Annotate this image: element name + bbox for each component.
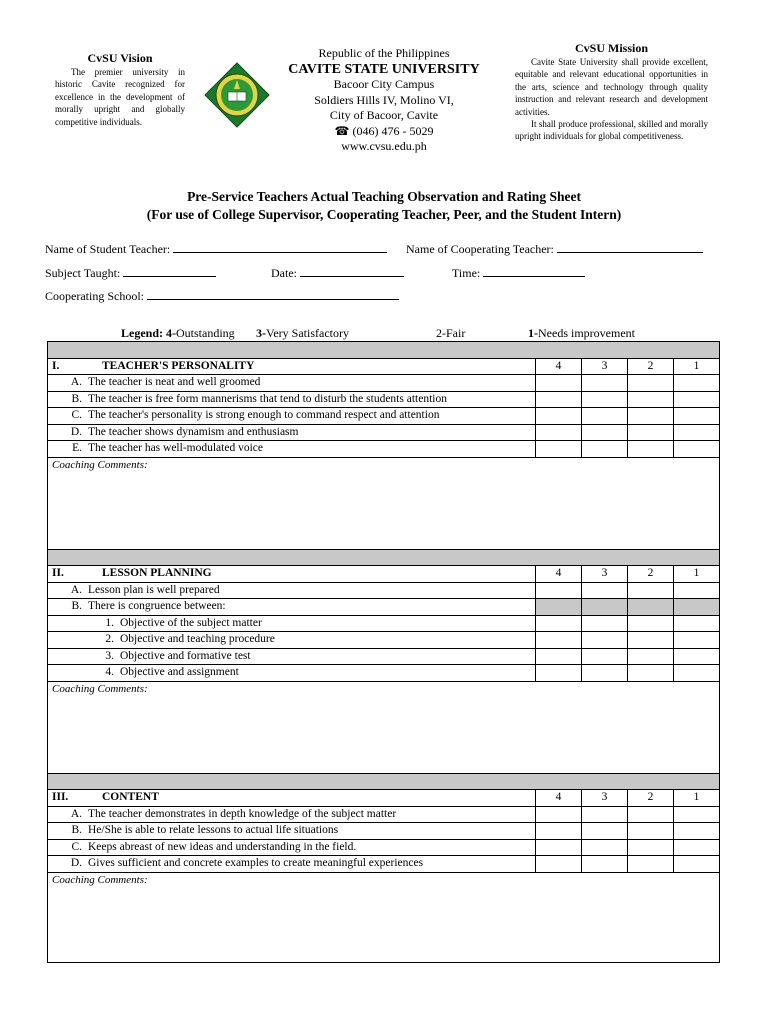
date-label: Date: bbox=[271, 266, 297, 280]
score-header-4: 4 bbox=[536, 566, 582, 583]
score-cell[interactable] bbox=[674, 391, 720, 408]
item-text: There is congruence between: bbox=[88, 600, 226, 612]
score-cell[interactable] bbox=[582, 665, 628, 682]
time-label: Time: bbox=[452, 266, 481, 280]
score-cell[interactable] bbox=[536, 839, 582, 856]
score-cell[interactable] bbox=[536, 375, 582, 392]
table-row bbox=[48, 632, 720, 649]
legend-3-block bbox=[256, 326, 349, 341]
cooperating-teacher-label: Name of Cooperating Teacher: bbox=[406, 242, 554, 256]
item-number: 4. bbox=[105, 666, 114, 678]
section-separator bbox=[48, 342, 720, 359]
table-row bbox=[48, 615, 720, 632]
item-number: 1. bbox=[105, 616, 114, 629]
legend bbox=[121, 326, 235, 341]
score-header-3: 3 bbox=[582, 358, 628, 375]
score-cell[interactable] bbox=[536, 441, 582, 458]
legend-label: Legend: bbox=[121, 326, 163, 340]
section-separator bbox=[48, 773, 720, 790]
university-header bbox=[274, 46, 494, 155]
vision-text: The premier university in historic Cavite recognized for excellence in the development of morally upright and globally competitive individuals. bbox=[55, 67, 185, 127]
score-cell-disabled bbox=[582, 599, 628, 616]
score-cell[interactable] bbox=[628, 839, 674, 856]
coaching-comments-row[interactable] bbox=[48, 457, 720, 549]
table-row bbox=[48, 375, 720, 392]
item-text: Objective and teaching procedure bbox=[120, 633, 275, 645]
score-cell[interactable] bbox=[674, 375, 720, 392]
score-cell-disabled bbox=[536, 599, 582, 616]
score-header-3: 3 bbox=[582, 566, 628, 583]
legend-4: Outstanding bbox=[176, 326, 235, 340]
vision-block bbox=[55, 51, 185, 128]
rating-table bbox=[47, 341, 720, 963]
section-roman: II. bbox=[52, 567, 64, 579]
score-cell[interactable] bbox=[628, 582, 674, 599]
section-roman: III. bbox=[52, 791, 69, 803]
table-row bbox=[48, 599, 720, 616]
section-roman: I. bbox=[52, 359, 60, 372]
time-field[interactable] bbox=[452, 264, 585, 281]
score-cell[interactable] bbox=[674, 441, 720, 458]
legend-3-number: 3- bbox=[256, 326, 266, 340]
score-cell[interactable] bbox=[674, 408, 720, 425]
section-header-personality bbox=[48, 358, 720, 375]
score-cell[interactable] bbox=[628, 441, 674, 458]
score-cell[interactable] bbox=[628, 823, 674, 840]
score-cell[interactable] bbox=[582, 632, 628, 649]
table-row bbox=[48, 823, 720, 840]
score-cell[interactable] bbox=[628, 856, 674, 873]
score-cell[interactable] bbox=[582, 424, 628, 441]
republic-text: Republic of the Philippines bbox=[318, 46, 450, 60]
item-letter: D. bbox=[70, 425, 82, 438]
item-letter: B. bbox=[71, 824, 82, 836]
table-row bbox=[48, 582, 720, 599]
legend-2: 2-Fair bbox=[436, 326, 466, 340]
score-header-1: 1 bbox=[674, 566, 720, 583]
score-cell[interactable] bbox=[628, 648, 674, 665]
item-letter: A. bbox=[70, 583, 82, 596]
score-header-2: 2 bbox=[628, 790, 674, 807]
section-title: CONTENT bbox=[102, 791, 159, 803]
university-name: CAVITE STATE UNIVERSITY bbox=[288, 61, 480, 77]
score-cell[interactable] bbox=[628, 632, 674, 649]
date-field[interactable] bbox=[271, 264, 404, 281]
score-cell[interactable] bbox=[536, 806, 582, 823]
table-row bbox=[48, 648, 720, 665]
section-separator bbox=[48, 549, 720, 566]
student-teacher-line[interactable] bbox=[173, 240, 387, 253]
coaching-comments[interactable]: Coaching Comments: bbox=[48, 681, 720, 773]
student-teacher-label: Name of Student Teacher: bbox=[45, 242, 171, 256]
mission-block bbox=[515, 41, 708, 143]
score-cell[interactable] bbox=[536, 408, 582, 425]
mission-text-1: Cavite State University shall provide excellent, equitable and relevant educational opportunities in the arts, science and technology through quality instruction and relevant research and development activities. bbox=[515, 57, 708, 117]
coaching-comments-row[interactable] bbox=[48, 872, 720, 962]
time-line[interactable] bbox=[483, 264, 585, 277]
score-header-1: 1 bbox=[674, 790, 720, 807]
item-text: Objective and formative test bbox=[120, 649, 251, 662]
score-cell[interactable] bbox=[536, 391, 582, 408]
coaching-comments[interactable]: Coaching Comments: bbox=[48, 457, 720, 549]
score-cell[interactable] bbox=[582, 375, 628, 392]
legend-1-number: 1- bbox=[528, 326, 538, 340]
item-text: Objective and assignment bbox=[120, 666, 239, 678]
section-header-lesson-planning bbox=[48, 566, 720, 583]
table-row bbox=[48, 665, 720, 682]
legend-1-block bbox=[528, 326, 635, 341]
item-number: 3. bbox=[105, 649, 114, 662]
item-number: 2. bbox=[105, 633, 114, 645]
address-line-2: City of Bacoor, Cavite bbox=[329, 108, 439, 122]
score-cell[interactable] bbox=[674, 632, 720, 649]
table-row bbox=[48, 856, 720, 873]
score-cell[interactable] bbox=[582, 823, 628, 840]
item-text: Objective of the subject matter bbox=[120, 616, 262, 629]
table-row bbox=[48, 424, 720, 441]
legend-2-block bbox=[436, 326, 465, 341]
legend-1: Needs improvement bbox=[538, 326, 635, 340]
score-cell[interactable] bbox=[582, 856, 628, 873]
cooperating-teacher-line[interactable] bbox=[557, 240, 703, 253]
score-cell-disabled bbox=[628, 599, 674, 616]
student-teacher-field[interactable] bbox=[45, 240, 387, 257]
mission-text-2: It shall produce professional, skilled and morally upright individuals for global competitiveness. bbox=[515, 119, 708, 142]
score-cell[interactable] bbox=[582, 582, 628, 599]
item-text: The teacher demonstrates in depth knowledge of the subject matter bbox=[88, 807, 397, 820]
date-line[interactable] bbox=[300, 264, 404, 277]
vision-title: CvSU Vision bbox=[87, 51, 153, 65]
website-text: www.cvsu.edu.ph bbox=[341, 139, 427, 153]
score-cell[interactable] bbox=[536, 648, 582, 665]
mission-title: CvSU Mission bbox=[574, 41, 648, 55]
score-cell[interactable] bbox=[674, 665, 720, 682]
score-cell[interactable] bbox=[674, 856, 720, 873]
score-cell[interactable] bbox=[582, 441, 628, 458]
score-cell[interactable] bbox=[628, 424, 674, 441]
section-header-content bbox=[48, 790, 720, 807]
score-header-4: 4 bbox=[536, 790, 582, 807]
score-cell[interactable] bbox=[674, 648, 720, 665]
item-text: Keeps abreast of new ideas and understanding in the field. bbox=[88, 840, 357, 853]
score-cell[interactable] bbox=[628, 806, 674, 823]
score-header-3: 3 bbox=[582, 790, 628, 807]
school-label: Cooperating School: bbox=[45, 289, 144, 303]
item-letter: A. bbox=[70, 807, 82, 820]
sheet-title bbox=[40, 188, 728, 224]
score-cell[interactable] bbox=[628, 408, 674, 425]
score-cell[interactable] bbox=[582, 408, 628, 425]
table-row bbox=[48, 441, 720, 458]
address-line-1: Soldiers Hills IV, Molino VI, bbox=[314, 92, 454, 107]
cvsu-logo bbox=[204, 62, 270, 128]
score-cell[interactable] bbox=[536, 424, 582, 441]
item-letter: D. bbox=[70, 857, 82, 869]
score-cell[interactable] bbox=[582, 806, 628, 823]
score-header-2: 2 bbox=[628, 566, 674, 583]
item-letter: C. bbox=[71, 840, 82, 853]
score-cell[interactable] bbox=[628, 615, 674, 632]
subject-line[interactable] bbox=[123, 264, 216, 277]
table-row bbox=[48, 408, 720, 425]
score-header-2: 2 bbox=[628, 358, 674, 375]
item-text: The teacher's personality is strong enough to command respect and attention bbox=[88, 409, 440, 421]
item-letter: E. bbox=[72, 442, 82, 454]
title-line-2: (For use of College Supervisor, Cooperating Teacher, Peer, and the Student Intern) bbox=[146, 207, 622, 222]
school-line[interactable] bbox=[147, 287, 399, 300]
score-cell[interactable] bbox=[536, 582, 582, 599]
score-cell[interactable] bbox=[582, 839, 628, 856]
legend-3: Very Satisfactory bbox=[266, 326, 349, 340]
score-cell[interactable] bbox=[628, 375, 674, 392]
item-letter: A. bbox=[70, 376, 82, 388]
score-cell[interactable] bbox=[536, 665, 582, 682]
score-cell[interactable] bbox=[536, 632, 582, 649]
item-text: The teacher is neat and well groomed bbox=[88, 376, 261, 388]
score-cell-disabled bbox=[674, 599, 720, 616]
coaching-comments-row[interactable] bbox=[48, 681, 720, 773]
item-letter: B. bbox=[71, 392, 82, 405]
item-text: The teacher shows dynamism and enthusiasm bbox=[88, 425, 299, 438]
score-cell[interactable] bbox=[628, 665, 674, 682]
campus-text: Bacoor City Campus bbox=[333, 77, 435, 91]
score-header-4: 4 bbox=[536, 358, 582, 375]
score-cell[interactable] bbox=[674, 424, 720, 441]
school-field[interactable] bbox=[45, 287, 399, 304]
score-cell[interactable] bbox=[536, 856, 582, 873]
score-cell[interactable] bbox=[582, 615, 628, 632]
score-cell[interactable] bbox=[536, 823, 582, 840]
score-cell[interactable] bbox=[674, 806, 720, 823]
score-cell[interactable] bbox=[628, 391, 674, 408]
subject-field[interactable] bbox=[45, 264, 216, 281]
score-header-1: 1 bbox=[674, 358, 720, 375]
item-letter: C. bbox=[71, 409, 82, 421]
score-cell[interactable] bbox=[674, 839, 720, 856]
item-text: The teacher has well-modulated voice bbox=[88, 442, 263, 454]
table-row bbox=[48, 806, 720, 823]
item-text: He/She is able to relate lessons to actual life situations bbox=[88, 824, 339, 836]
title-line-1: Pre-Service Teachers Actual Teaching Observation and Rating Sheet bbox=[187, 189, 581, 204]
item-text: Gives sufficient and concrete examples to create meaningful experiences bbox=[88, 857, 424, 869]
score-cell[interactable] bbox=[674, 823, 720, 840]
legend-4-number: 4- bbox=[166, 326, 176, 340]
section-title: TEACHER'S PERSONALITY bbox=[102, 359, 255, 372]
score-cell[interactable] bbox=[582, 391, 628, 408]
table-row bbox=[48, 839, 720, 856]
score-cell[interactable] bbox=[674, 615, 720, 632]
subject-label: Subject Taught: bbox=[45, 266, 121, 280]
phone-text: ☎ (046) 476 - 5029 bbox=[334, 123, 434, 138]
section-title: LESSON PLANNING bbox=[102, 567, 212, 579]
coaching-comments[interactable]: Coaching Comments: bbox=[48, 872, 720, 962]
table-row bbox=[48, 391, 720, 408]
item-text: Lesson plan is well prepared bbox=[88, 583, 220, 596]
score-cell[interactable] bbox=[674, 582, 720, 599]
cooperating-teacher-field[interactable] bbox=[406, 240, 703, 257]
score-cell[interactable] bbox=[582, 648, 628, 665]
item-text: The teacher is free form mannerisms that tend to disturb the students attention bbox=[88, 392, 447, 405]
item-letter: B. bbox=[71, 600, 82, 612]
score-cell[interactable] bbox=[536, 615, 582, 632]
